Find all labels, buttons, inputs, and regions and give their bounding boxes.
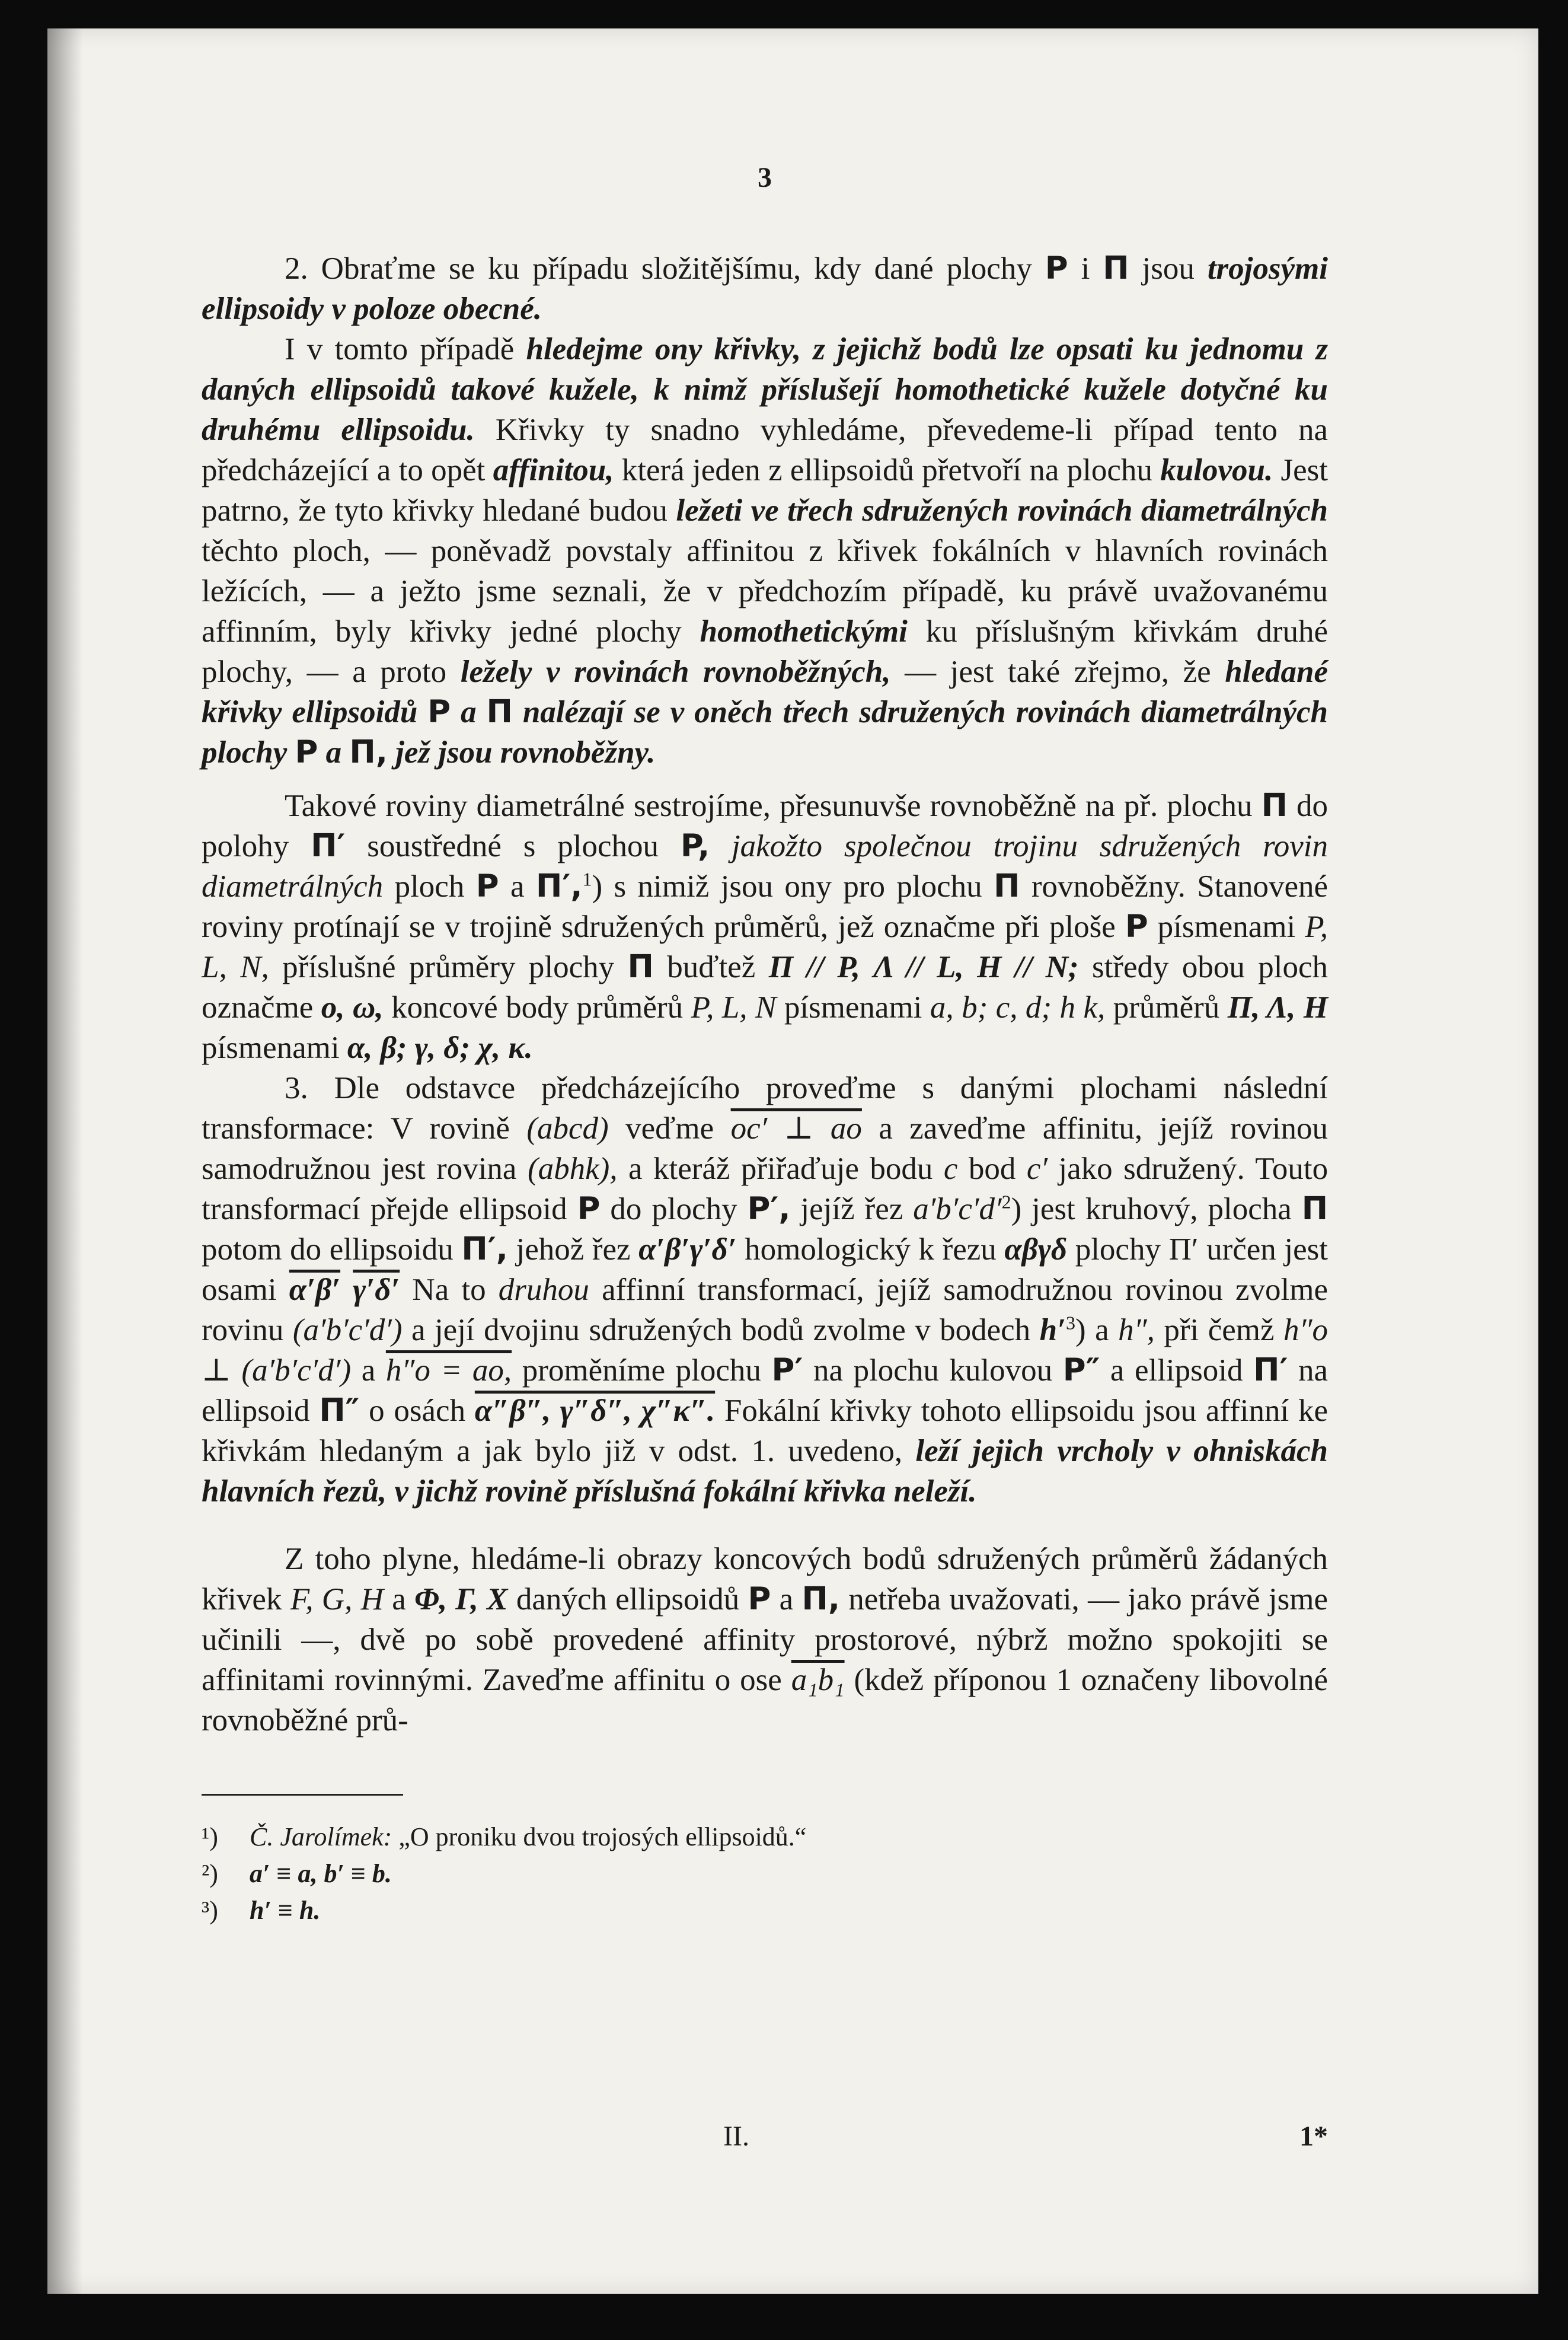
text-run: písmenami (1157, 910, 1296, 944)
surface-symbol: Π (486, 694, 513, 730)
text-run: na plochu kulovou (813, 1353, 1053, 1388)
text-run: Jest patrno, že tyto křivky hledané budou (202, 453, 1329, 528)
math-run: oc′ ⊥ ao (730, 1111, 862, 1146)
math-run: h″o ⊥ (a′b′c′d′) (202, 1313, 1329, 1388)
text-run: o osách (369, 1394, 466, 1428)
footnote-mark: ¹) (202, 1822, 218, 1851)
text-run: a (392, 1582, 406, 1617)
math-run: h″o = ao, (385, 1353, 512, 1388)
text-run: plochy Π′ určen jest osami (202, 1232, 1328, 1307)
text-run: — jest také zřejmo, že (905, 655, 1211, 689)
math-run: α′β′γ′δ′ (638, 1232, 737, 1267)
text-run: koncové body průměrů (391, 990, 684, 1025)
text-run: ploch (394, 869, 465, 904)
text-run: ku příslušným křivkám druhé plochy, — a proto (202, 614, 1329, 689)
text-run: soustředné s plochou (367, 829, 659, 863)
text-run: potom do ellipsoidu (202, 1232, 454, 1267)
math-run: (abcd) (526, 1111, 609, 1146)
math-run: a₁b₁ (791, 1663, 845, 1697)
math-run: h″, (1118, 1313, 1155, 1347)
text-run: rovnoběžny. Stanovené roviny protínají se v trojině sdružených průměrů, jež označme při ploše (202, 869, 1329, 944)
math-run: Π, Λ, H (1227, 990, 1329, 1025)
surface-symbol: P″ (1062, 1352, 1100, 1388)
text-run: jehož řez (516, 1232, 631, 1267)
text-run: do polohy (202, 789, 1328, 863)
math-run: Φ, Γ, X (414, 1582, 508, 1617)
surface-symbol: Π (1301, 1191, 1329, 1227)
text-run: affinní transformací, jejíž samodružnou rovinou zvolme rovinu (202, 1273, 1328, 1347)
text-run: a (510, 869, 525, 904)
text-run: Z toho plyne, hledáme-li obrazy koncových bodů sdružených průměrů žádaných křivek (202, 1542, 1328, 1617)
surface-symbol: P (427, 694, 451, 730)
math-run: (a′b′c′d′) (292, 1313, 403, 1347)
emphasis: ležely v rovinách rovnoběžných, (460, 655, 891, 689)
math-run: o, ω, (321, 990, 384, 1025)
math-run: α′β′ (289, 1273, 341, 1307)
text-run: a její dvojinu sdružených bodů zvolme v bodech (411, 1313, 1031, 1347)
text-run: Křivky ty snadno vyhledáme, převedeme-li případ tento na předcházející a to opět (202, 413, 1329, 487)
surface-symbol: Π″ (319, 1392, 360, 1429)
text-run: Takové roviny diametrálné sestrojíme, přesunuvše rovnoběžně na př. plochu (285, 789, 1253, 823)
math-run: α″β″, γ″δ″, χ″κ″. (474, 1394, 716, 1428)
text-run: I v tomto případě (285, 332, 515, 366)
text-run: jako sdružený. Touto transformací přejde ellipsoid (202, 1152, 1329, 1226)
emphasis: jakožto společnou trojinu sdružených rovin diametrálných (202, 829, 1328, 904)
text-run: homologický k řezu (745, 1232, 997, 1267)
text-run: do plochy (610, 1192, 737, 1226)
page-content (202, 119, 1328, 1930)
text-run: ) s nimiž jsou ony pro plochu (592, 869, 982, 904)
text-run: průměrů (1113, 990, 1220, 1025)
text-run: veďme (625, 1111, 714, 1146)
text-run: i (1081, 251, 1090, 286)
math-run: Π // P, Λ // L, H // N; (768, 950, 1079, 984)
signature-mark: II. (723, 2121, 749, 2152)
paragraph-diametral-planes (202, 786, 1328, 1068)
math-run: (abhk), (527, 1152, 618, 1186)
paragraph-3 (202, 1068, 1328, 1512)
emphasis: hledejme ony křivky, z jejichž bodů lze opsati ku jednomu z daných ellipsoidů takové kužele, k nimž příslušejí homothetické kužele dotyčné ku druhému ellipsoidu. (202, 332, 1329, 447)
math-run: c (943, 1152, 958, 1186)
text-run: jejíž řez (800, 1192, 903, 1226)
text-run: při čemž (1164, 1313, 1275, 1347)
surface-symbol: Π, (801, 1581, 840, 1617)
surface-symbol: Π, (349, 734, 388, 770)
surface-symbol: P (1045, 250, 1068, 286)
math-run: α, β; γ, δ; χ, κ. (347, 1031, 533, 1065)
footnote-ref-2: 2 (1001, 1191, 1011, 1213)
text-run: ) jest kruhový, plocha (1011, 1192, 1292, 1226)
emphasis: trojosými ellipsoidy v poloze obecné. (202, 251, 1329, 326)
footnote-ref-1: 1 (582, 868, 592, 890)
footnote-1 (202, 1819, 1328, 1855)
emphasis: jež jsou rovnoběžny. (395, 735, 656, 770)
math-run: c′ (1026, 1152, 1048, 1186)
footnote-2 (202, 1856, 1328, 1892)
footnote-3 (202, 1893, 1328, 1928)
text-run: a zaveďme affinitu, jejíž rovinou samodružnou jest rovina (202, 1111, 1329, 1186)
surface-symbol: Π (627, 949, 654, 985)
sheet-number: 1* (1299, 2121, 1328, 2152)
text-run: a (361, 1353, 376, 1388)
emphasis: kulovou. (1160, 453, 1273, 487)
emphasis: affinitou, (493, 453, 614, 487)
surface-symbol: P (577, 1191, 601, 1227)
text-run: písmenami (784, 990, 922, 1025)
emphasis: nalézají se v oněch třech sdružených rovinách diametrálných plochy (202, 695, 1328, 770)
surface-symbol: Π′, (535, 868, 583, 904)
text-run: bod (968, 1152, 1016, 1186)
text-run: a kteráž přiřaďuje bodu (628, 1152, 933, 1186)
surface-symbol: P (748, 1581, 771, 1617)
text-run: těchto ploch, — poněvadž povstaly affinitou z křivek fokálních v hlavních rovinách ležících, — a ježto jsme seznali, že v předchozím případě, ku právě uvažovanému affinním, byly křivky jedné plochy (202, 534, 1328, 649)
footnote-mark: ³) (202, 1896, 218, 1925)
emphasis: homothetickými (700, 614, 908, 649)
footnote-text: h′ ≡ h. (250, 1896, 321, 1925)
text-run: 2. Obraťme se ku případu složitějšímu, kdy dané plochy (285, 251, 1032, 286)
footnote-ref-3: 3 (1066, 1312, 1076, 1334)
binding-shadow (47, 28, 83, 2294)
surface-symbol: Π (1261, 788, 1288, 824)
footnote-mark: ²) (202, 1859, 218, 1888)
surface-symbol: Π (994, 868, 1020, 904)
footnote-author: Č. Jarolímek: (250, 1822, 392, 1851)
text-run: jsou (1142, 251, 1195, 286)
text-run: daných ellipsoidů (516, 1582, 740, 1617)
text-run: a (779, 1582, 794, 1617)
emphasis: ležeti ve třech sdružených rovinách diametrálných (676, 493, 1328, 528)
paragraph-2 (202, 248, 1328, 329)
text-run: proměníme plochu (522, 1353, 761, 1388)
text-run: ) a (1075, 1313, 1109, 1347)
emphasis: a (461, 695, 477, 729)
text-run: středy obou ploch označme (202, 950, 1329, 1025)
text-run: buďtež (667, 950, 756, 984)
math-run: F, G, H (290, 1582, 384, 1617)
math-run: a, b; c, d; h k, (930, 990, 1106, 1025)
emphasis: hledané křivky ellipsoidů (202, 655, 1329, 729)
math-run: αβγδ (1004, 1232, 1068, 1267)
surface-symbol: P (475, 868, 499, 904)
surface-symbol: P (295, 734, 318, 770)
surface-symbol: P (1125, 908, 1148, 945)
text-run: příslušné průměry plochy (282, 950, 615, 984)
math-run: a′b′c′d′ (913, 1192, 1002, 1226)
text-run: Na to (412, 1273, 486, 1307)
math-run: γ′δ′ (353, 1273, 400, 1307)
footnote-text: a′ ≡ a, b′ ≡ b. (250, 1859, 392, 1888)
text-run: 3. Dle odstavce předcházejícího proveďme s danými plochami následní transformace: V rovině (202, 1071, 1328, 1146)
page-number: 3 (758, 162, 772, 193)
text-run: písmenami (202, 1031, 340, 1065)
surface-symbol: P′, (747, 1191, 791, 1227)
paragraph-2-continued (202, 329, 1328, 773)
surface-symbol: Π′ (1253, 1352, 1288, 1388)
surface-symbol: P, (680, 828, 710, 864)
surface-symbol: Π (1103, 250, 1129, 286)
paragraph-conclusion (202, 1539, 1328, 1740)
footnote-separator (202, 1794, 403, 1796)
text-run: která jeden z ellipsoidů přetvoří na plochu (621, 453, 1152, 487)
text-run: (kdež příponou 1 označeny libovolné rovnoběžné prů- (202, 1663, 1329, 1738)
text-run: a ellipsoid (1110, 1353, 1243, 1388)
math-run: h′ (1039, 1313, 1066, 1347)
emphasis: leží jejich vrcholy v ohniskách hlavních řezů, v jichž rovině příslušná fokální křivka neleží. (202, 1434, 1328, 1509)
footnote-text: „O proniku dvou trojosých ellipsoidů.“ (398, 1822, 807, 1851)
text-run: netřeba uvažovati, — jako právě jsme učinili —, dvě po sobě provedené affinity prostorové, nýbrž možno spokojiti se affinitami rovinnými. Zaveďme affinitu o ose (202, 1582, 1329, 1697)
surface-symbol: Π′ (311, 828, 346, 864)
surface-symbol: P′ (771, 1352, 803, 1388)
surface-symbol: Π′, (461, 1231, 508, 1267)
emphasis: a (325, 735, 342, 770)
text-run: na ellipsoid (202, 1353, 1329, 1428)
math-run: P, L, N (691, 990, 777, 1025)
math-run: P, L, N, (202, 910, 1329, 984)
text-run: Fokální křivky tohoto ellipsoidu jsou affinní ke křivkám hledaným a jak bylo již v odst. 1. uvedeno, (202, 1394, 1329, 1468)
emphasis: druhou (498, 1273, 589, 1307)
